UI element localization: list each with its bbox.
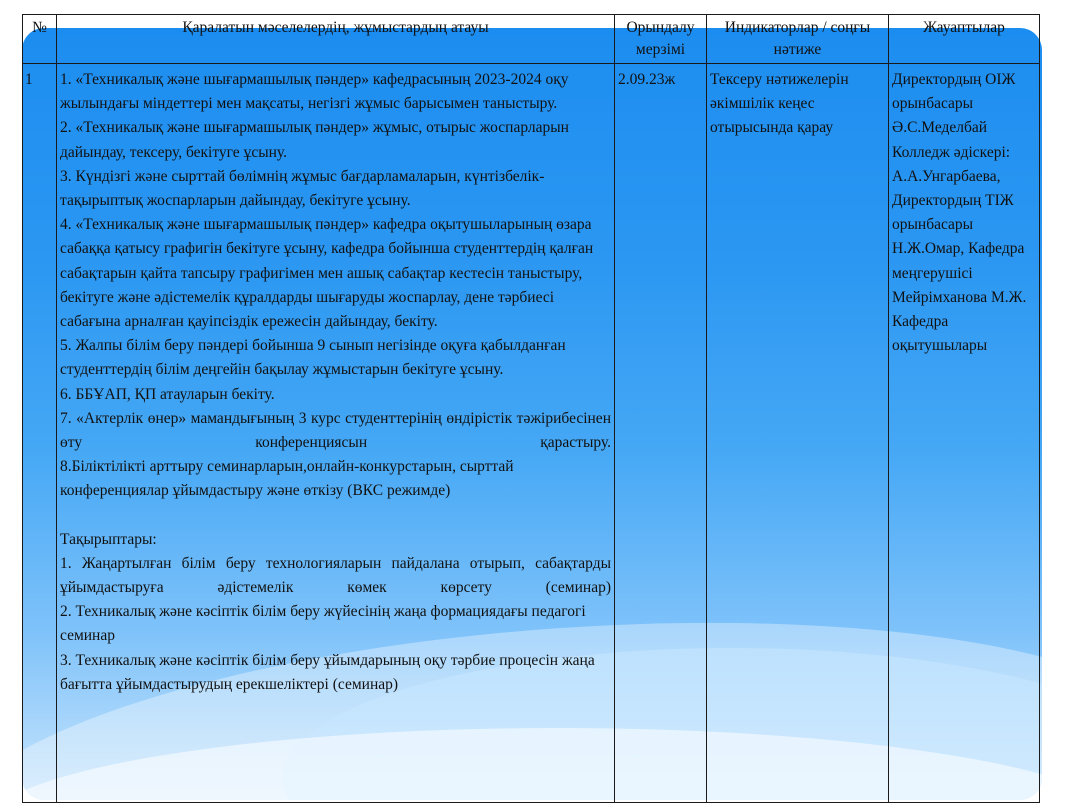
header-deadline: Орындалу мерзімі — [615, 15, 707, 64]
row-deadline: 2.09.23ж — [615, 64, 707, 803]
row-tasks — [57, 64, 615, 803]
table-row — [23, 64, 1040, 803]
header-responsible: Жауаптылар — [889, 15, 1040, 64]
task-item: 2. «Техникалық және шығармашылық пәндер» жұмыс, отырыс жоспарларын дайындау, тексеру, бекітуге ұсыну. — [60, 119, 569, 161]
task-item: 6. ББҰАП, ҚП атауларын бекіту. — [60, 385, 275, 403]
topic-item: 1. Жаңартылған білім беру технологияларын пайдалана отырып, сабақтарды ұйымдастыруға әдістемелік көмек көрсету (семинар) — [60, 554, 611, 597]
table-header-row — [23, 15, 1040, 64]
header-indicators: Индикаторлар / соңғы нәтиже — [707, 15, 889, 64]
row-responsible: Директордың ОІЖ орынбасары Ә.С.Меделбай Колледж әдіскері: А.А.Унгарбаева, Директордың ТІЖ орынбасары Н.Ж.Омар, Кафедра меңгерушісі Мейрімханова М.Ж. Кафедра оқытушылары — [889, 64, 1040, 803]
topic-item: 2. Техникалық және кәсіптік білім беру жүйесінің жаңа формациядағы педагогі семинар — [60, 603, 586, 645]
task-item: 5. Жалпы білім беру пәндері бойынша 9 сынып негізінде оқуға қабылданған студенттердің білім деңгейін бақылау жұмыстарын бекітуге ұсыну. — [60, 337, 566, 379]
task-item: 1. «Техникалық және шығармашылық пәндер» кафедрасының 2023-2024 оқу жылындағы міндеттері мен мақсаты, негізгі жұмыс барысымен таныстыру. — [60, 71, 569, 113]
task-item: 8.Біліктілікті арттыру семинарларын,онлайн-конкурстарын, сырттай конференциялар ұйымдастыру және өткізу (ВКС режимде) — [60, 458, 514, 500]
topic-item: 3. Техникалық және кәсіптік білім беру ұйымдарының оқу тәрбие процесін жаңа бағытта ұйымдастырудың ерекшеліктері (семинар) — [60, 651, 595, 693]
task-item: 3. Күндізгі және сырттай бөлімнің жұмыс бағдарламаларын, күнтізбелік-тақырыптық жоспарларын дайындау, бекітуге ұсыну. — [60, 167, 545, 210]
task-item: 7. «Актерлік өнер» мамандығының 3 курс студенттерінің өндірістік тәжірибесінен өту конференциясын қарастыру. — [60, 409, 611, 452]
header-number: № — [23, 15, 57, 64]
work-plan-table — [22, 14, 1040, 803]
header-title: Қаралатын мәселелердің, жұмыстардың атауы — [57, 15, 615, 64]
task-item: 4. «Техникалық және шығармашылық пәндер» кафедра оқытушыларының өзара сабаққа қатысу графигін бекітуге ұсыну, кафедра бойынша студенттердің қалған сабақтарын қайта тапсыру графигімен мен ашық сабақтар кестесін таныстыру, бекітуге және әдістемелік құралдарды шығаруды жоспарлау, дене тәрбиесі сабағына арналған қауіпсіздік ережесін дайындау, бекіту. — [60, 216, 594, 331]
row-number: 1 — [23, 64, 57, 803]
row-indicator: Тексеру нәтижелерін әкімшілік кеңес отырысында қарау — [707, 64, 889, 803]
topics-heading: Тақырыптары: — [60, 530, 157, 548]
